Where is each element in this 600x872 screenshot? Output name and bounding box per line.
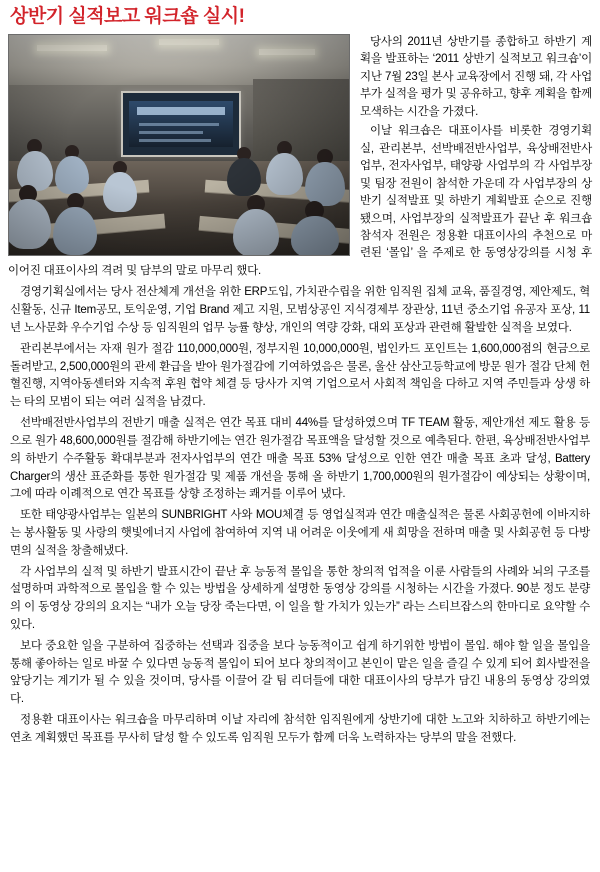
page-title: 상반기 실적보고 워크숍 실시! [10, 6, 245, 27]
article-body [8, 282, 592, 747]
lead-block [8, 34, 592, 281]
body-paragraph: 보다 중요한 일을 구분하여 집중하는 선택과 집중을 보다 능동적이고 쉽게 하기위한 방법이 몰입. 해야 할 일을 몰입을 통해 좋아하는 일로 바꿀 수 있다면 능동적 몰입이 되어 보다 창의적이고 본인이 맡은 일을 즐길 수 있게 되어 회사발전을 앞당기는 계기가 될 수 있을 것이며, 당사를 이끌어 갈 팀 리더들에 대한 대표이사의 당부가 담긴 내용의 동영상 강의였다. [10, 639, 590, 706]
photo-vignette [9, 35, 349, 255]
body-paragraph: 선박배전반사업부의 전반기 매출 실적은 연간 목표 대비 44%를 달성하였으며 TF TEAM 활동, 제안개선 제도 활용 등으로 원가 48,600,000원를 절감해 하반기에는 연간 원가절감 목표액을 달성할 것으로 예측된다. 한편, 육상배전반사업부의 하반기 수주활동 확대부분과 전자사업부의 연간 매출 목표 53% 달성으로 인한 연간 매출 목표 초과 달성, Battery Charger의 생산 표준화를 통한 원가절감 및 제품 개선을 통해 올 하반기 1,700,000원의 원가절감이 예상되는 상황이며, 그에 따라 이례적으로 연간 목표를 상향 조정하는 쾌거를 이루어 냈다. [10, 417, 590, 501]
body-paragraph: 정용환 대표이사는 워크숍을 마무리하며 이날 자리에 참석한 임직원에게 상반기에 대한 노고와 치하하고 하반기에는 연초 계획했던 목표를 무사히 달성 할 수 있도록 임직원 모두가 함께 더욱 노력하자는 당부의 말을 전했다. [10, 714, 590, 744]
workshop-photo [8, 34, 350, 256]
lead-paragraph: 이날 워크숍은 대표이사를 비롯한 경영기획실, 관리본부, 선박배전반사업부, 육상배전반사업부, 전자사업부, 태양광 사업부의 각 사업부장 및 팀장 전원이 참석한 가운데 각 사업부장의 상반기 실적발표 및 하반기 계획발표 순으로 진행됐으며, 사업부장의 실적발표가 끝난 후 워크숍 참석자 전원은 정용환 대표이사의 추천으로 마련된 ‘몰입’ 을 주제로 한 동영상강의를 시청 후 이어진 대표이사의 격려 및 담부의 말로 마무리 했다. [8, 125, 592, 277]
lead-paragraph: 당사의 2011년 상반기를 종합하고 하반기 계획을 발표하는 ‘2011 상반기 실적보고 워크숍’이 지난 7월 23일 본사 교육장에서 진행 돼, 각 사업부가 실적을 평가 및 공유하고, 향후 계획을 함께 모색하는 시간을 가졌다. [360, 35, 592, 118]
body-paragraph: 각 사업부의 실적 및 하반기 발표시간이 끝난 후 능동적 몰입을 통한 창의적 업적을 이룬 사람들의 사례와 뇌의 구조를 설명하며 과학적으로 몰입을 할 수 있는 방법을 상세하게 설명한 동영상 강의를 시청하는 시간을 가졌다. 90분 정도 분량의 이 동영상 강의의 요지는 “내가 오늘 당장 죽는다면, 이 일을 할 가치가 있는가” 라는 스티브잡스의 한마디로 요약할 수 있다. [10, 565, 590, 632]
body-paragraph: 또한 태양광사업부는 일본의 SUNBRIGHT 사와 MOU체결 등 영업실적과 연간 매출실적은 물론 사회공헌에 이바지하는 봉사활동 및 사랑의 햇빛에너지 사업에 참여하여 지역 내 어려운 이웃에게 새 희망을 전하며 매출 및 사회공헌 등 다방면의 실적을 창출해냈다. [10, 509, 590, 557]
body-paragraph: 경영기획실에서는 당사 전산체계 개선을 위한 ERP도입, 가치관수립을 위한 임직원 집체 교육, 품질경영, 제안제도, 혁신활동, 신규 Item공모, 토익운영, 기업 Brand 제고 지원, 모범상공인 지식경제부 장관상, 11년 중소기업 유공자 포상, 11년 노사문화 우수기업 수상 등 임직원의 업무 능률 향상, 개인의 역량 강화, 대외 포상과 관련해 활발한 실적을 보였다. [10, 286, 590, 335]
body-paragraph: 관리본부에서는 자재 원가 절감 110,000,000원, 정부지원 10,000,000원, 법인카드 포인트는 1,600,000점의 현금으로 돌려받고, 2,500,000원의 관세 환급을 받아 원가절감에 기여하였음은 물론, 울산 삼산고등학교에 방문 원가 절감 단체 헌혈진행, 지역아동센터와 지속적 후원 협약 체결 등 당사가 지역 기업으로서 사회적 책임을 다하고 지역 주민들과 상생 하는 타의 모범이 되는 여러 실적을 남겼다. [10, 342, 590, 409]
